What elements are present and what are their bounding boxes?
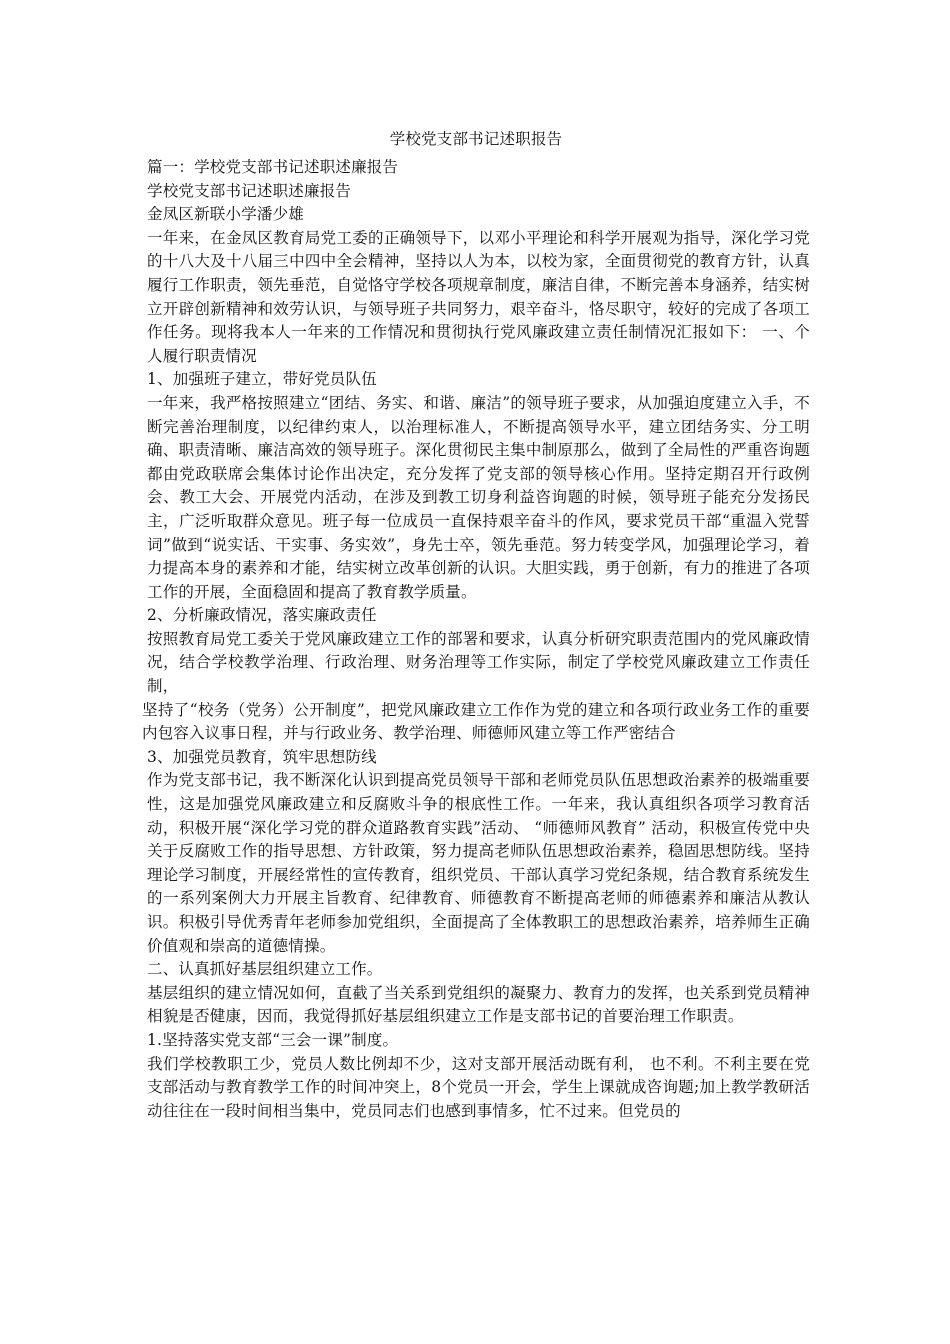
paragraph: 我们学校教职工少，党员人数比例却不少，这对支部开展活动既有利， 也不利。不利主要在党支部活动与教育教学工作的时间冲突上，8个党员一开会，学生上课就成咨询题;加上教学教研活动往往在一段时间相当集中，党员同志们也感到事情多，忙不过来。但党员的	[147, 1054, 810, 1120]
paragraph: 学校党支部书记述职述廉报告	[147, 181, 352, 200]
document-title: 学校党支部书记述职报告	[389, 130, 563, 148]
paragraph: 一年来，我严格按照建立“团结、务实、和谐、廉洁”的领导班子要求，从加强迫度建立入手，不断完善治理制度，以纪律约束人，以治理标准人，不断提高领导水平，建立团结务实、分工明确、职责清晰、廉洁高效的领导班子。深化贯彻民主集中制原那么，做到了全局性的严重咨询题都由党政联席会集体讨论作出决定，充分发挥了党支部的领导核心作用。坚持定期召开行政例会、教工大会、开展党内活动，在涉及到教工切身利益咨询题的时候，领导班子能充分发扬民主，广泛听取群众意见。班子每一位成员一直保持艰辛奋斗的作风，要求党员干部“重温入党誓词”做到“说实话、干实事、务实效”，身先士卒，领先垂范。努力转变学风，加强理论学习，着力提高本身的素养和才能，结实树立改革创新的认识。大胆实践，勇于创新，有力的推进了各项工作的开展，全面稳固和提高了教育教学质量。	[147, 393, 810, 601]
paragraph: 按照教育局党工委关于党风廉政建立工作的部署和要求，认真分析研究职责范围内的党风廉政情况，结合学校教学治理、行政治理、财务治理等工作实际，制定了学校党风廉政建立工作责任制，	[147, 629, 810, 696]
paragraph: 一年来，在金凤区教育局党工委的正确领导下，以邓小平理论和科学开展观为指导，深化学习党的十八大及十八届三中四中全会精神，坚持以人为本，以校为家，全面贯彻党的教育方针，认真履行工作职责，领先垂范，自觉恪守学校各项规章制度，廉洁自律，不断完善本身涵养，结实树立开辟创新精神和效劳认识，与领导班子共同努力，艰辛奋斗，恪尽职守，较好的完成了各项工作任务。现将我本人一年来的工作情况和贯彻执行党风廉政建立责任制情况汇报如下： 一、个人履行职责情况	[147, 228, 810, 365]
paragraph: 基层组织的建立情况如何，直截了当关系到党组织的凝聚力、教育力的发挥，也关系到党员精神相貌是否健康，因而，我觉得抓好基层组织建立工作是支部书记的首要治理工作职责。	[147, 983, 810, 1026]
paragraph: 3、加强党员教育，筑牢思想防线	[147, 747, 377, 766]
document-body	[142, 122, 810, 1123]
paragraph: 作为党支部书记，我不断深化认识到提高党员领导干部和老师党员队伍思想政治素养的极端重要性，这是加强党风廉政建立和反腐败斗争的根底性工作。一年来，我认真组织各项学习教育活动，积极开展“深化学习党的群众道路教育实践”活动、 “师德师风教育” 活动，积极宣传党中央关于反腐败工作的指导思想、方针政策，努力提高老师队伍思想政治素养，稳固思想防线。坚持理论学习制度，开展经常性的宣传教育，组织党员、干部认真学习党纪条规，结合教育系统发生的一系列案例大力开展主旨教育、纪律教育、师德教育不断提高老师的师德素养和廉洁从教认识。积极引导优秀青年老师参加党组织，全面提高了全体教职工的思想政治素养，培养师生正确价值观和崇高的道德情操。	[147, 771, 810, 955]
paragraph: 1、加强班子建立，带好党员队伍	[147, 370, 377, 389]
paragraph-list	[142, 156, 810, 1123]
paragraph: 1.坚持落实党支部“三会一课”制度。	[147, 1030, 399, 1049]
paragraph: 坚持了“校务（党务）公开制度”，把党风廉政建立工作作为党的建立和各项行政业务工作的重要内包容入议事日程，并与行政业务、教学治理、师德师风建立等工作严密结合	[142, 700, 810, 743]
paragraph: 金凤区新联小学潘少雄	[147, 205, 305, 224]
paragraph: 2、分析廉政情况，落实廉政责任	[147, 606, 377, 625]
paragraph: 二、认真抓好基层组织建立工作。	[147, 960, 383, 979]
paragraph: 篇一：学校党支部书记述职述廉报告	[147, 158, 399, 176]
